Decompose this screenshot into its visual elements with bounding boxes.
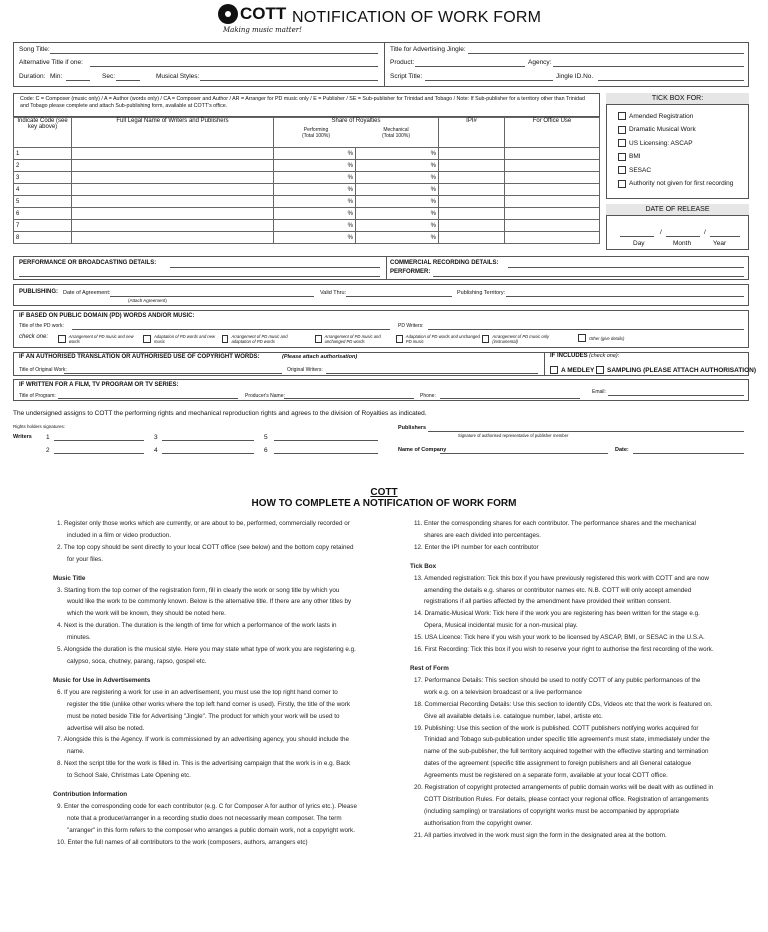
checkbox[interactable] (482, 335, 489, 343)
guide-brand: COTT (370, 487, 398, 498)
adv-title-field[interactable] (468, 53, 744, 54)
brand-tagline: Making music matter! (223, 26, 302, 34)
pd-title-label: Title of the PD work: (19, 323, 64, 329)
includes-check-note: (check one): (589, 353, 620, 359)
checkbox[interactable] (618, 139, 626, 147)
agreement-date-field[interactable] (110, 296, 314, 297)
orig-work-label: Title of Original Work: (19, 367, 67, 373)
instruction-item: 4. Next is the duration. The duration is the length of time for which a performance of the work lasts in minutes. (57, 622, 337, 642)
day-field[interactable] (620, 236, 654, 237)
pd-option-label: Arrangement of PD music and unchanged PD words (324, 334, 381, 344)
instruction-item: 18. Commercial Recording Details: Use this section to identify CDs, Videos etc that the work is featured on. Give all available details i.e. catalogue number, label, artiste etc. (414, 700, 713, 720)
ipi-cell[interactable] (439, 148, 505, 160)
performance-label: PERFORMANCE OR BROADCASTING DETAILS: (19, 260, 157, 266)
section-heading: Music Title (53, 574, 86, 582)
writers-label: Writers (13, 434, 32, 440)
table-row (14, 208, 600, 220)
sig-num: 2 (46, 447, 50, 454)
min-label: Min: (50, 73, 63, 80)
table-row (14, 172, 600, 184)
producer-label: Producer's Name: (245, 393, 285, 399)
company-label: Name of Company (398, 447, 447, 453)
instruction-item: 17. Performance Details: This section should be used to notify COTT of any public performances of the work e.g. on a television broadcast or a live performance (414, 676, 701, 696)
tick-option-label: Dramatic Musical Work (629, 126, 696, 133)
writer-sig-1[interactable] (54, 440, 144, 441)
col-code-header: Indicate Code (see key above) (14, 118, 72, 148)
date-label: Date: (615, 447, 629, 453)
table-row (14, 184, 600, 196)
office-cell (505, 160, 600, 172)
includes-label: IF INCLUDES (550, 353, 588, 359)
office-cell (505, 220, 600, 232)
performer-field[interactable] (433, 276, 744, 277)
film-label: IF WRITTEN FOR A FILM, TV PROGRAM OR TV SERIES: (19, 382, 179, 388)
section-heading: Contribution Information (53, 791, 128, 799)
performance-field[interactable] (170, 267, 380, 268)
office-cell (505, 208, 600, 220)
tick-option[interactable] (618, 112, 693, 120)
date-sep: / (704, 229, 706, 236)
tick-option-label: Amended Registration (629, 112, 694, 120)
mech-share-cell[interactable]: % (356, 232, 439, 244)
tick-option[interactable] (618, 126, 696, 134)
instruction-item: 12. Enter the IPI number for each contributor (414, 543, 539, 551)
guide-right-column (410, 518, 715, 842)
divider (544, 352, 545, 376)
writer-sig-2[interactable] (54, 453, 144, 454)
medley-label: A MEDLEY (561, 366, 595, 374)
pd-option[interactable] (396, 334, 480, 344)
office-cell (505, 148, 600, 160)
territory-label: Publishing Territory: (457, 290, 506, 296)
checkbox[interactable] (618, 112, 626, 120)
mech-share-cell[interactable]: % (356, 196, 439, 208)
checkbox[interactable] (618, 166, 626, 174)
name-cell[interactable] (72, 232, 274, 244)
agreement-date-label: Date of Agreement: (63, 290, 111, 296)
disc-icon (218, 4, 238, 24)
guide-left-column (53, 518, 357, 849)
instruction-item: 7. Alongside this is the Agency. If work is commissioned by an advertising agency, you should include the name. (57, 736, 350, 756)
page-title: NOTIFICATION OF WORK FORM (292, 9, 542, 26)
perf-share-cell[interactable]: % (274, 148, 356, 160)
pd-option-label: Arrangement of PD music and new words (68, 334, 134, 344)
sec-field[interactable] (116, 80, 140, 81)
ipi-cell[interactable] (439, 220, 505, 232)
publishing-box (13, 284, 749, 306)
day-label: Day (633, 240, 645, 247)
styles-field[interactable] (200, 80, 378, 81)
checkbox[interactable] (550, 366, 558, 374)
pd-option[interactable] (482, 334, 566, 344)
tick-option-label: Authority not given for first recording (629, 180, 734, 187)
program-field[interactable] (58, 398, 238, 399)
col-share-header (274, 118, 439, 148)
date-field[interactable] (633, 453, 744, 454)
phone-field[interactable] (440, 398, 580, 399)
commercial-field[interactable] (508, 267, 744, 268)
performance-field-2[interactable] (19, 276, 380, 277)
valid-thru-field[interactable] (346, 296, 452, 297)
sampling-label: SAMPLING (PLEASE ATTACH AUTHORISATION) (607, 366, 757, 374)
alt-title-label: Alternative Title if one: (19, 59, 83, 66)
territory-field[interactable] (506, 296, 744, 297)
month-field[interactable] (666, 236, 700, 237)
pd-option[interactable] (578, 334, 624, 342)
checkbox[interactable] (396, 335, 403, 343)
cott-logo (218, 4, 286, 24)
pd-option-label: Arrangement of PD music and adaptation of PD words (231, 334, 288, 344)
adv-title-label: Title for Advertising Jingle: (390, 46, 466, 53)
release-header: DATE OF RELEASE (606, 204, 749, 216)
duration-label: Duration: (19, 73, 46, 80)
ipi-cell[interactable] (439, 196, 505, 208)
writer-sig-3[interactable] (162, 440, 254, 441)
contributors-table (13, 117, 600, 244)
instruction-item: 5. Alongside the duration is the musical style. Here you may state what type of work you are registering e.g. calypso, soca, chutney, parang, rapso, gospel etc. (57, 646, 356, 665)
pd-label: IF BASED ON PUBLIC DOMAIN (PD) WORDS AND/OR MUSIC: (19, 313, 195, 319)
name-cell[interactable] (72, 196, 274, 208)
mech-share-cell[interactable]: % (356, 148, 439, 160)
mechanical-label: Mechanical (Total 100%) (381, 127, 411, 139)
table-row (14, 196, 600, 208)
checkbox[interactable] (618, 126, 626, 134)
checkbox[interactable] (58, 335, 66, 343)
sig-num: 3 (154, 434, 158, 441)
table-row (14, 148, 600, 160)
pd-writers-field[interactable] (428, 329, 744, 330)
pd-option[interactable] (58, 334, 142, 344)
instruction-item: 19. Publishing: Use this section of the work is published. COTT publishers notifying works acquired for Trinidad and Tobago sub-publication under specific title agreement's must state, immediately under the name of the sub-publisher, the full territory acquired together with the effective starting and termination dates of the agreement (specific title assignment to foreign publishers and all General catalogue Agreements must be registered on a separate form, available at your local COTT office. (414, 724, 710, 780)
instruction-item: 10. Enter the full names of all contributors to the work (composers, authors, arrangers etc) (57, 838, 308, 846)
tick-box-header: TICK BOX FOR: (606, 93, 749, 105)
perf-share-cell[interactable]: % (274, 184, 356, 196)
performer-label: PERFORMER: (390, 269, 431, 275)
min-field[interactable] (66, 80, 90, 81)
ipi-cell[interactable] (439, 184, 505, 196)
song-title-field[interactable] (50, 53, 378, 54)
col-ipi-header: IPI# (439, 118, 505, 148)
instruction-item: 14. Dramatic-Musical Work: Tick here if the work you are registering has been written for the stage e.g. Opera, Musical incidental music for a non-musical play. (414, 610, 700, 630)
agency-field[interactable] (553, 66, 744, 67)
sec-label: Sec: (102, 73, 116, 80)
pd-writers-label: PD Writers: (398, 323, 424, 329)
pd-option[interactable] (143, 334, 227, 344)
code-key-note: Code: C = Composer (music only) / A = Author (words only) / CA = Composer and Author / AR = Arranger for PD music only / E = Publisher / SE = Sub-publisher for Trinidad and Tobago / Note: If Sub-publisher for a territory other than Trinidad and Tobago please complete and attach Sub-publishing form, available at COTT's office. (13, 93, 600, 117)
name-cell[interactable] (72, 184, 274, 196)
col-names-header (72, 118, 274, 148)
ipi-cell[interactable] (439, 208, 505, 220)
ipi-cell[interactable] (439, 232, 505, 244)
brand-name: COTT (240, 4, 287, 23)
holders-label: Rights holders signatures: (13, 424, 66, 429)
row-number: 5 (14, 196, 72, 208)
tick-option-label: US Licensing: ASCAP (629, 139, 693, 147)
pd-option[interactable] (222, 334, 306, 344)
instruction-item: 9. Enter the corresponding code for each contributor (e.g. C for Composer A for author of lyrics etc.). Please note that a producer/arranger in a recording studio does not necessarily mean composer. The term "arranger" in this form refers to the composer who arranges a public domain work, not a copyright work. (57, 802, 357, 834)
checkbox[interactable] (596, 366, 604, 374)
sig-num: 4 (154, 447, 158, 454)
row-number: 7 (14, 220, 72, 232)
sampling-option[interactable] (596, 366, 756, 374)
medley-option[interactable] (550, 366, 594, 374)
writer-sig-6[interactable] (274, 453, 378, 454)
pd-title-field[interactable] (72, 329, 390, 330)
section-heading: Music for Use in Advertisements (53, 676, 151, 684)
name-cell[interactable] (72, 208, 274, 220)
jingle-id-field[interactable] (598, 80, 744, 81)
row-number: 6 (14, 208, 72, 220)
product-label: Product: (390, 59, 415, 66)
writer-sig-5[interactable] (274, 440, 378, 441)
section-heading: Tick Box (410, 562, 437, 570)
check-one-label: check one: (19, 334, 49, 340)
perf-share-cell[interactable]: % (274, 232, 356, 244)
office-cell (505, 196, 600, 208)
perf-share-cell[interactable]: % (274, 160, 356, 172)
instruction-item: 3. Starting from the top corner of the registration form, fill in clearly the work or song title by which you would like the work to be commonly known. Below is the alternative title. If there are any other titles by which the work will be known, they should be noted here. (57, 586, 352, 618)
instruction-item: 20. Registration of copyright protected arrangements of public domain works will be dealt with as outlined in COTT Distribution Rules. For details, please contact your regional office. Registration of arrangements (including sampling) or translations of copyright works must be accompanied by appropriate authorisation from the copyright owner. (414, 784, 714, 827)
agency-label: Agency: (528, 59, 552, 66)
producer-field[interactable] (284, 398, 414, 399)
table-row (14, 160, 600, 172)
mech-share-cell[interactable]: % (356, 184, 439, 196)
row-number: 1 (14, 148, 72, 160)
pd-option[interactable] (315, 334, 399, 344)
table-row (14, 220, 600, 232)
pd-option-label: Adaptation of PD words and new music (154, 334, 215, 344)
checkbox[interactable] (578, 334, 586, 342)
row-number: 8 (14, 232, 72, 244)
pd-option-label: Adaptation of PD words and unchanged PD music (405, 334, 480, 344)
orig-writers-field[interactable] (326, 373, 538, 374)
performing-label: Performing (Total 100%) (301, 127, 331, 139)
name-cell[interactable] (72, 148, 274, 160)
share-title: Share of Royalties (331, 118, 381, 124)
instruction-item: 8. Next the script title for the work is filled in. This is the advertising campaign that the work is in e.g. Back to School Sale, Christmas Late Opening etc. (57, 760, 351, 780)
instruction-item: 1. Register only those works which are currently, or are about to be, performed, commercially recorded or included in a film or video production. (57, 520, 350, 539)
perf-share-cell[interactable]: % (274, 196, 356, 208)
assign-statement: The undersigned assigns to COTT the performing rights and mechanical reproduction rights and agrees to the division of Royalties as indicated. (13, 410, 427, 417)
checkbox[interactable] (222, 335, 228, 343)
office-cell (505, 172, 600, 184)
year-field[interactable] (710, 236, 740, 237)
orig-work-field[interactable] (64, 373, 282, 374)
mech-share-cell[interactable]: % (356, 208, 439, 220)
tick-option[interactable] (618, 180, 733, 188)
instruction-item: 16. First Recording: Tick this box if you wish to reserve your right to authorise the first recording of the work. (414, 646, 714, 654)
tick-option-label: SESAC (629, 166, 652, 174)
sig-num: 5 (264, 434, 268, 441)
instruction-item: 6. If you are registering a work for use in an advertisement, you must use the top right hand corner to register the title (unlike other works where the top left hand corner is used). Firstly, the title of the work must be noted beside Title for Advertising "Jingle". The product for which your work will be used to advertise will also be noted. (57, 688, 351, 732)
tick-option-label: BMI (629, 153, 641, 160)
divider (384, 42, 385, 87)
pd-option-label: Other (give details) (589, 335, 625, 341)
publishers-label: Publishers (398, 425, 427, 431)
row-number: 4 (14, 184, 72, 196)
office-cell (505, 232, 600, 244)
col-office-header: For Office Use (505, 118, 600, 148)
email-field[interactable] (608, 395, 744, 396)
ipi-cell[interactable] (439, 160, 505, 172)
orig-writers-label: Original Writers: (287, 367, 323, 373)
name-cell[interactable] (72, 160, 274, 172)
publishing-label: PUBLISHING: (19, 289, 58, 295)
valid-thru-label: Valid Thru: (320, 290, 347, 296)
program-label: Title of Program: (19, 393, 56, 399)
product-field[interactable] (415, 66, 525, 67)
translation-note: (Please attach authorisation) (282, 354, 358, 360)
song-title-label: Song Title: (19, 46, 50, 53)
date-sep: / (660, 229, 662, 236)
row-number: 3 (14, 172, 72, 184)
month-label: Month (673, 240, 692, 247)
alt-title-field[interactable] (90, 66, 378, 67)
checkbox[interactable] (143, 335, 151, 343)
tick-option[interactable] (618, 139, 693, 147)
script-label: Script Title: (390, 73, 423, 80)
section-heading: Rest of Form (410, 664, 449, 672)
mech-share-cell[interactable]: % (356, 172, 439, 184)
year-label: Year (713, 240, 727, 247)
perf-share-cell[interactable]: % (274, 208, 356, 220)
jingle-id-label: Jingle ID.No. (556, 73, 594, 80)
name-cell[interactable] (72, 172, 274, 184)
phone-label: Phone: (420, 393, 436, 399)
publisher-sig-note: Signature of authorised representative of publisher member (458, 433, 569, 438)
pd-option-label: Arrangement of PD music only (instrumental) (492, 334, 550, 344)
commercial-label: COMMERCIAL RECORDING DETAILS: (390, 260, 499, 266)
translation-label: IF AN AUTHORISED TRANSLATION OR AUTHORISED USE OF COPYRIGHT WORDS: (19, 354, 260, 360)
styles-label: Musical Styles: (156, 73, 200, 80)
row-number: 2 (14, 160, 72, 172)
tick-option[interactable] (618, 153, 641, 161)
mech-share-cell[interactable]: % (356, 220, 439, 232)
checkbox[interactable] (618, 153, 626, 161)
tick-option[interactable] (618, 166, 651, 174)
name-cell[interactable] (72, 220, 274, 232)
table-row (14, 232, 600, 244)
instruction-item: 15. USA Licence: Tick here if you wish your work to be licensed by ASCAP, BMI, or SESAC in the U.S.A. (414, 634, 705, 642)
instruction-item: 13. Amended registration: Tick this box if you have previously registered this work with COTT and are now amending the details e.g. shares or contributor names etc. N.B. COTT will only accept amended registrations if all parties affected by the amendment have provided their written consent. (414, 574, 709, 606)
divider (386, 256, 387, 280)
col-names-text: Full Legal Name of Writers and Publishers (116, 118, 229, 124)
perf-share-cell[interactable]: % (274, 220, 356, 232)
instruction-item: 11. Enter the corresponding shares for each contributor. The performance shares and the mechanical shares are each divided into percentages. (414, 520, 696, 539)
writer-sig-4[interactable] (162, 453, 254, 454)
ipi-cell[interactable] (439, 172, 505, 184)
checkbox[interactable] (618, 180, 626, 188)
script-field[interactable] (425, 80, 553, 81)
sig-num: 6 (264, 447, 268, 454)
checkbox[interactable] (315, 335, 322, 343)
mech-share-cell[interactable]: % (356, 160, 439, 172)
publisher-sig[interactable] (428, 431, 744, 432)
instruction-item: 21. All parties involved in the work must sign the form in the designated area at the bottom. (414, 831, 667, 839)
attach-agreement-note: (Attach Agreement) (128, 298, 167, 303)
perf-share-cell[interactable]: % (274, 172, 356, 184)
office-cell (505, 184, 600, 196)
guide-title: HOW TO COMPLETE A NOTIFICATION OF WORK FORM (251, 498, 517, 509)
instruction-item: 2. The top copy should be sent directly to your local COTT office (see below) and the bottom copy retained for your files. (57, 543, 354, 563)
email-label: Email: (592, 389, 606, 395)
sig-num: 1 (46, 434, 50, 441)
company-field[interactable] (440, 453, 608, 454)
